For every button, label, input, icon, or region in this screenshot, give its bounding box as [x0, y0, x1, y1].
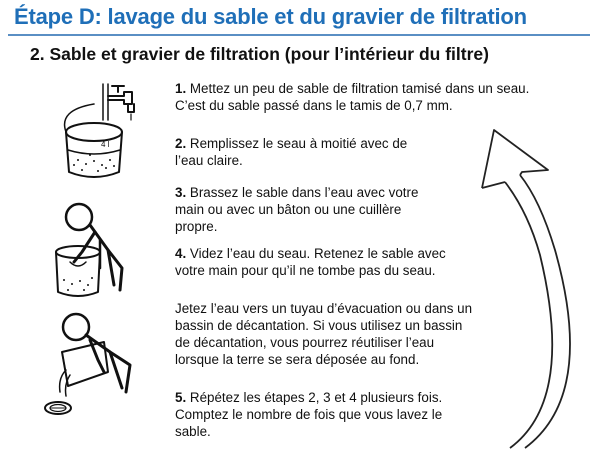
step-text: Brassez le sable dans l’eau avec votre	[189, 185, 419, 200]
step-number: 5.	[175, 390, 187, 405]
step-text: Répétez les étapes 2, 3 et 4 plusieurs fois.	[189, 390, 443, 405]
step-number: 1.	[175, 81, 187, 96]
page-title: Étape D: lavage du sable et du gravier de filtration	[14, 4, 527, 29]
step-text: Videz l’eau du seau. Retenez le sable avec	[189, 246, 446, 261]
step-text: votre main pour qu’il ne tombe pas du seau.	[175, 263, 436, 278]
step-text: lorsque la terre se sera déposée au fond.	[175, 352, 420, 367]
step-text: propre.	[175, 219, 218, 234]
step-text: main ou avec un bâton ou une cuillère	[175, 202, 402, 217]
step-text: l’eau claire.	[175, 153, 243, 168]
step-text: Remplissez le seau à moitié avec de	[189, 136, 408, 151]
step-text: bassin de décantation. Si vous utilisez un bassin	[175, 318, 463, 333]
step-number: 3.	[175, 185, 187, 200]
bucket-label: 4 l	[101, 140, 110, 149]
step-text: Jetez l’eau vers un tuyau d’évacuation ou dans un	[175, 301, 473, 316]
step-number: 2.	[175, 136, 187, 151]
section-subtitle: 2. Sable et gravier de filtration (pour l’intérieur du filtre)	[30, 44, 489, 64]
step-text: C’est du sable passé dans le tamis de 0,7 mm.	[175, 98, 453, 113]
step-number: 4.	[175, 246, 187, 261]
step-text: Mettez un peu de sable de filtration tamisé dans un seau.	[189, 81, 530, 96]
step-text: sable.	[175, 424, 211, 439]
step-text: Comptez le nombre de fois que vous lavez le	[175, 407, 443, 422]
step-text: de décantation, vous pourrez réutiliser l’eau	[175, 335, 435, 350]
